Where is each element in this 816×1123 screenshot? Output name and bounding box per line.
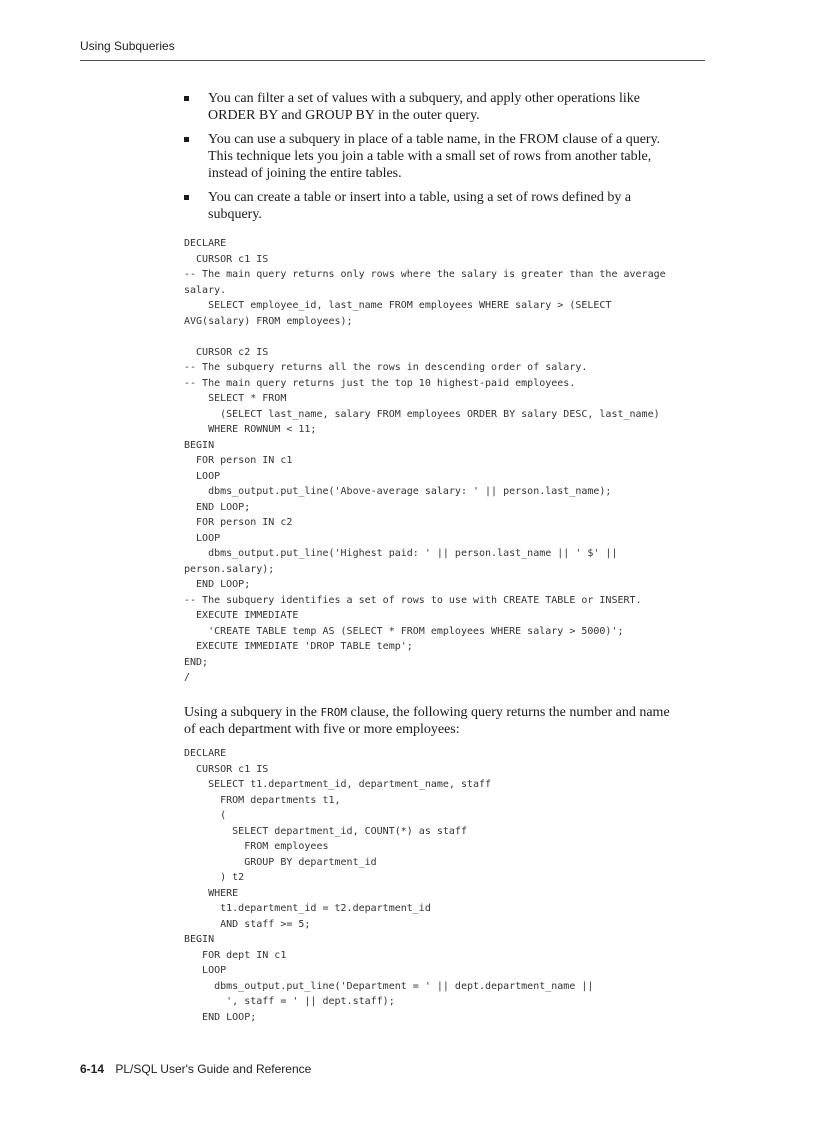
bullet-text: You can filter a set of values with a subquery, and apply other operations like ORDER BY and GROUP BY in the outer query. [208, 91, 640, 123]
inline-code-term: FROM [320, 706, 347, 719]
body-paragraph [184, 704, 684, 738]
bullet-text: You can create a table or insert into a table, using a set of rows defined by a subquery. [208, 190, 632, 222]
bullet-item [184, 189, 684, 223]
code-example-1: DECLARE CURSOR c1 IS -- The main query returns only rows where the salary is greater than the average salary. SELECT employee_id, last_name FROM employees WHERE salary > (SELECT AVG(salary) FROM employees); CURSOR c2 IS -- The subquery returns all the rows in descending order of salary. -- The main query returns just the top 10 highest-paid employees. SELECT * FROM (SELECT last_name, salary FROM employees ORDER BY salary DESC, last_name) WHERE ROWNUM < 11; BEGIN FOR person IN c1 LOOP dbms_output.put_line('Above-average salary: ' || person.last_name); END LOOP; FOR person IN c2 LOOP dbms_output.put_line('Highest paid: ' || person.last_name || ' $' || person.salary); END LOOP; -- The subquery identifies a set of rows to use with CREATE TABLE or INSERT. EXECUTE IMMEDIATE 'CREATE TABLE temp AS (SELECT * FROM employees WHERE salary > 5000)'; EXECUTE IMMEDIATE 'DROP TABLE temp'; END; / [184, 238, 666, 683]
square-bullet-icon [184, 195, 189, 200]
paragraph-text-before: Using a subquery in the [184, 705, 321, 720]
bullet-item [184, 90, 684, 124]
bullet-text: You can use a subquery in place of a table name, in the FROM clause of a query. This technique lets you join a table with a small set of rows from another table, instead of joining the entire tables. [208, 132, 661, 181]
running-header: Using Subqueries [80, 39, 175, 53]
square-bullet-icon [184, 137, 189, 142]
bullet-list [184, 90, 684, 230]
bullet-item [184, 131, 684, 182]
code-example-2: DECLARE CURSOR c1 IS SELECT t1.department_id, department_name, staff FROM departments t1, ( SELECT department_id, COUNT(*) as staff FROM employees GROUP BY department_id ) t2 WHERE t1.department_id = t2.department_id AND staff >= 5; BEGIN FOR dept IN c1 LOOP dbms_output.put_line('Department = ' || dept.department_name || ', staff = ' || dept.staff); END LOOP; [184, 748, 594, 1023]
header-divider [80, 60, 705, 61]
book-title: PL/SQL User's Guide and Reference [115, 1062, 312, 1076]
paragraph-text-after: clause, the following query returns the number and name of each department with five or more employees: [184, 705, 670, 737]
square-bullet-icon [184, 96, 189, 101]
page-footer [80, 1062, 311, 1076]
page-number: 6-14 [80, 1062, 105, 1076]
